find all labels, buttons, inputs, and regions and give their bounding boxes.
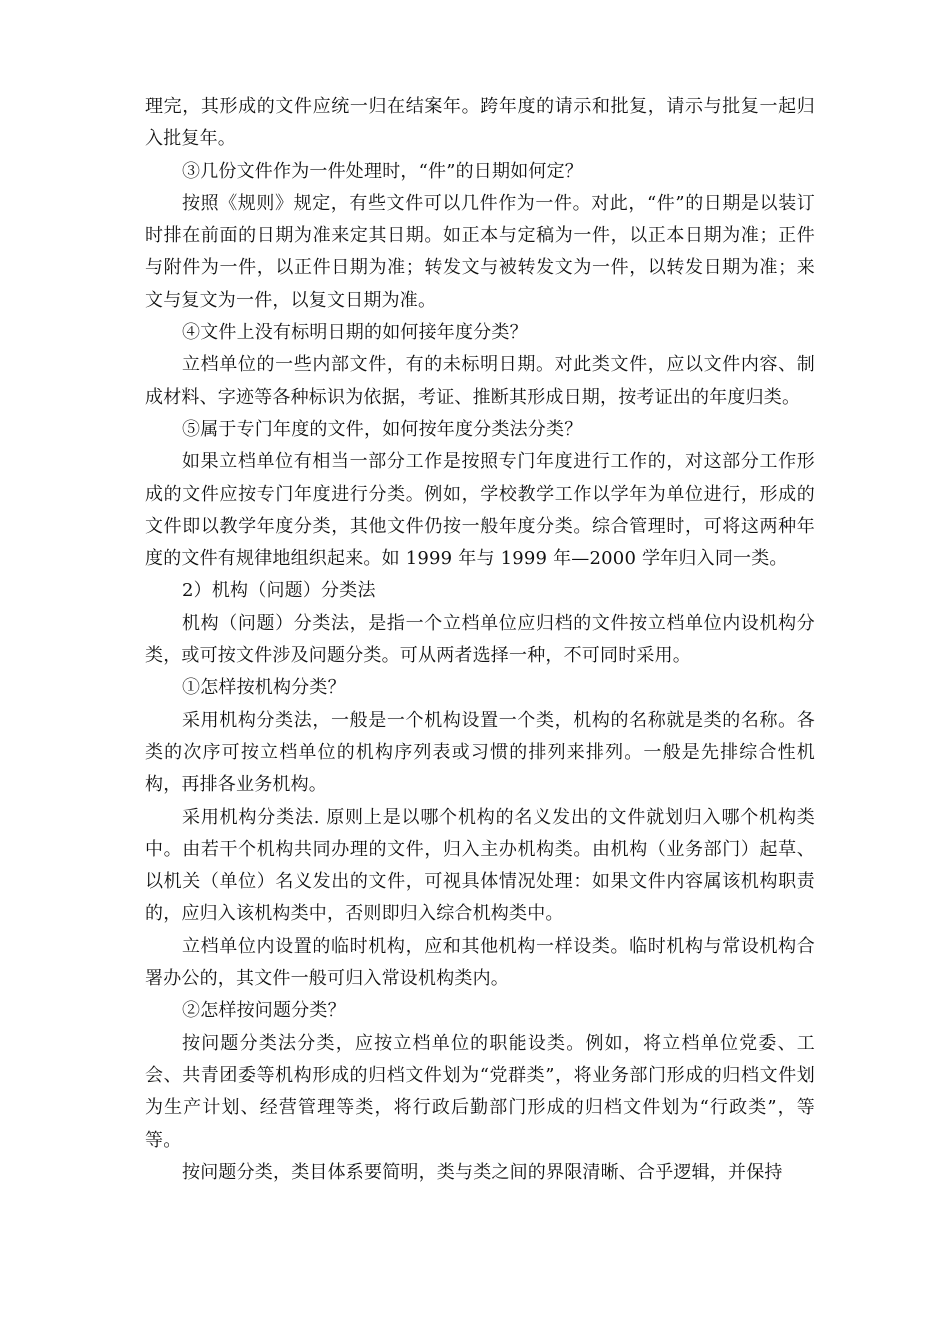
question-heading: ①怎样按机构分类？ [182, 677, 346, 699]
question-heading: ⑤属于专门年度的文件，如何按年度分类法分类？ [182, 418, 583, 440]
paragraph: 按问题分类，类目体系要简明，类与类之间的界限清晰、合乎逻辑，并保持 [182, 1161, 783, 1183]
paragraph: 按问题分类法分类，应按立档单位的职能设类。例如，将立档单位党委、工会、共青团委等机构形成的归档文件划为“党群类”，将业务部门形成的归档文件划为生产计划、经营管理等类，将行政后勤部门形成的归档文件划为“行政类”，等等。 [145, 1032, 815, 1151]
question-heading: ④文件上没有标明日期的如何接年度分类？ [182, 322, 528, 344]
paragraph: 如果立档单位有相当一部分工作是按照专门年度进行工作的，对这部分工作形成的文件应按专门年度进行分类。例如，学校教学工作以学年为单位进行，形成的文件即以教学年度分类，其他文件仍按一般年度分类。综合管理时，可将这两种年度的文件有规律地组织起来。如 1999 年与 1999 年—2000 学年归入同一类。 [145, 451, 815, 570]
paragraph: 理完，其形成的文件应统一归在结案年。跨年度的请示和批复，请示与批复一起归入批复年。 [145, 96, 815, 150]
paragraph: 立档单位内设置的临时机构，应和其他机构一样设类。临时机构与常设机构合署办公的，其文件一般可归入常设机构类内。 [145, 935, 815, 990]
paragraph: 采用机构分类法. 原则上是以哪个机构的名义发出的文件就划归入哪个机构类中。由若干个机构共同办理的文件，归入主办机构类。由机构（业务部门）起草、以机关（单位）名义发出的文件，可视具体情况处理：如果文件内容属该机构职责的，应归入该机构类中，否则即归入综合机构类中。 [145, 806, 815, 925]
question-heading: ②怎样按问题分类？ [182, 1000, 346, 1022]
document-page [145, 91, 815, 1189]
paragraph: 采用机构分类法，一般是一个机构设置一个类，机构的名称就是类的名称。各类的次序可按立档单位的机构序列表或习惯的排列来排列。一般是先排综合性机构，再排各业务机构。 [145, 709, 815, 796]
question-heading: ③几份文件作为一件处理时，“件”的日期如何定？ [182, 160, 584, 182]
paragraph: 立档单位的一些内部文件，有的未标明日期。对此类文件，应以文件内容、制成材料、字迹等各种标识为依据，考证、推断其形成日期，按考证出的年度归类。 [145, 354, 815, 408]
paragraph: 按照《规则》规定，有些文件可以几件作为一件。对此，“件”的日期是以装订时排在前面的日期为准来定其日期。如正本与定稿为一件，以正本日期为准；正件与附件为一件，以正件日期为准；转发文与被转发文为一件，以转发日期为准；来文与复文为一件，以复文日期为准。 [145, 192, 815, 311]
paragraph: 机构（问题）分类法，是指一个立档单位应归档的文件按立档单位内设机构分类，或可按文件涉及问题分类。可从两者选择一种，不可同时采用。 [145, 612, 815, 667]
section-heading: 2）机构（问题）分类法 [182, 580, 376, 602]
